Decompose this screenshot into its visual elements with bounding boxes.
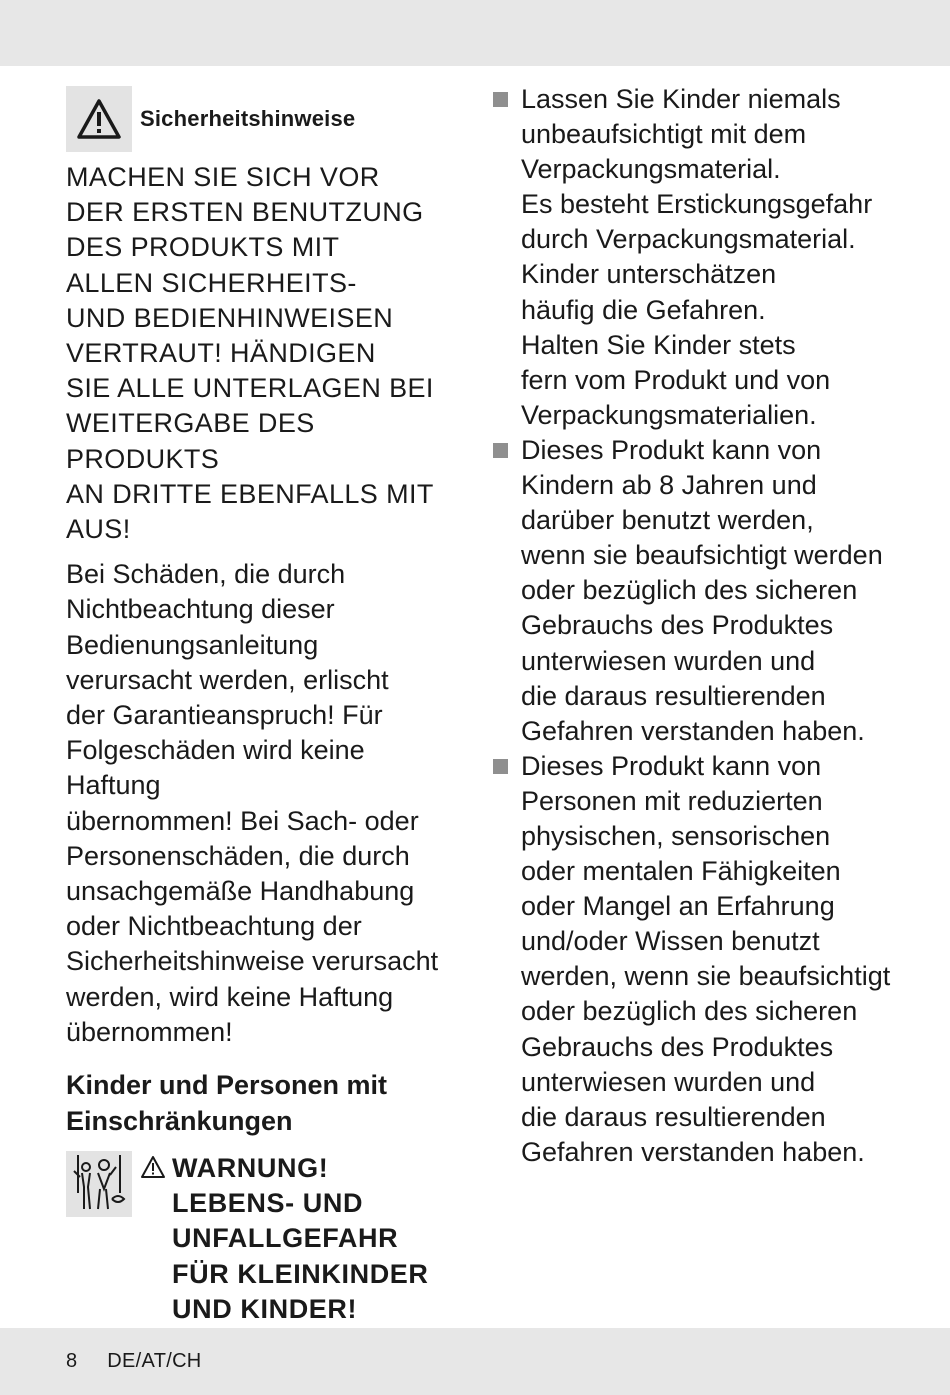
warning-block [140, 1151, 429, 1327]
bullet-square-icon [493, 759, 508, 774]
list-item [493, 749, 913, 1170]
bullet-square-icon [493, 92, 508, 107]
section-title: Sicherheitshinweise [140, 106, 356, 131]
child-hazard-icon [66, 1151, 132, 1217]
right-column [493, 82, 913, 1170]
locale-label: DE/AT/CH [107, 1350, 202, 1372]
warning-text: WARNUNG! LEBENS- UND UNFALLGEFAHR FÜR KLEINKINDER UND KINDER! [172, 1153, 429, 1324]
warning-triangle-small-icon [140, 1151, 168, 1327]
page-footer [66, 1350, 202, 1373]
left-column [66, 86, 466, 1327]
section-header [66, 86, 466, 152]
list-item-text: Dieses Produkt kann von Kindern ab 8 Jahren und darüber benutzt werden, wenn sie beaufsichtigt werden oder bezüglich des sicheren Gebrauchs des Produktes unterwiesen wurden und die daraus resultierenden Gefahren verstanden haben. [521, 434, 883, 746]
list-item [493, 82, 913, 433]
header-band [0, 0, 950, 66]
warning-row [66, 1151, 466, 1327]
page-number: 8 [66, 1350, 78, 1372]
list-item-text: Dieses Produkt kann von Personen mit reduzierten physischen, sensorischen oder mentalen Fähigkeiten oder Mangel an Erfahrung und/oder Wissen benutzt werden, wenn sie beaufsichtigt oder bezüglich des sicheren Gebrauchs des Produktes unterwiesen wurden und die daraus resultierenden Gefahren verstanden haben. [521, 750, 891, 1167]
caps-safety-notice: MACHEN SIE SICH VOR DER ERSTEN BENUTZUNG DES PRODUKTS MIT ALLEN SICHERHEITS- UND BEDIENHINWEISEN VERTRAUT! HÄNDIGEN SIE ALLE UNTERLAGEN BEI WEITERGABE DES PRODUKTS AN DRITTE EBENFALLS MIT AUS! [66, 162, 434, 545]
warning-triangle-icon [66, 86, 132, 152]
list-item-text: Lassen Sie Kinder niemals unbeaufsichtigt mit dem Verpackungsmaterial. Es besteht Erstickungsgefahr durch Verpackungsmaterial. Kinder unterschätzen häufig die Gefahren. Halten Sie Kinder stets fern vom Produkt und von Verpackungsmaterialien. [521, 84, 873, 430]
liability-paragraph: Bei Schäden, die durch Nichtbeachtung dieser Bedienungsanleitung verursacht werden, erlischt der Garantieanspruch! Für Folgeschäden wird keine Haftung übernommen! Bei Sach- oder Personenschäden, die durch unsachgemäße Handhabung oder Nichtbeachtung der Sicherheitshinweise verursacht werden, wird keine Haftung übernommen! [66, 559, 439, 1047]
list-item [493, 433, 913, 749]
subsection-title: Kinder und Personen mit Einschränkungen [66, 1070, 388, 1136]
bullet-square-icon [493, 443, 508, 458]
